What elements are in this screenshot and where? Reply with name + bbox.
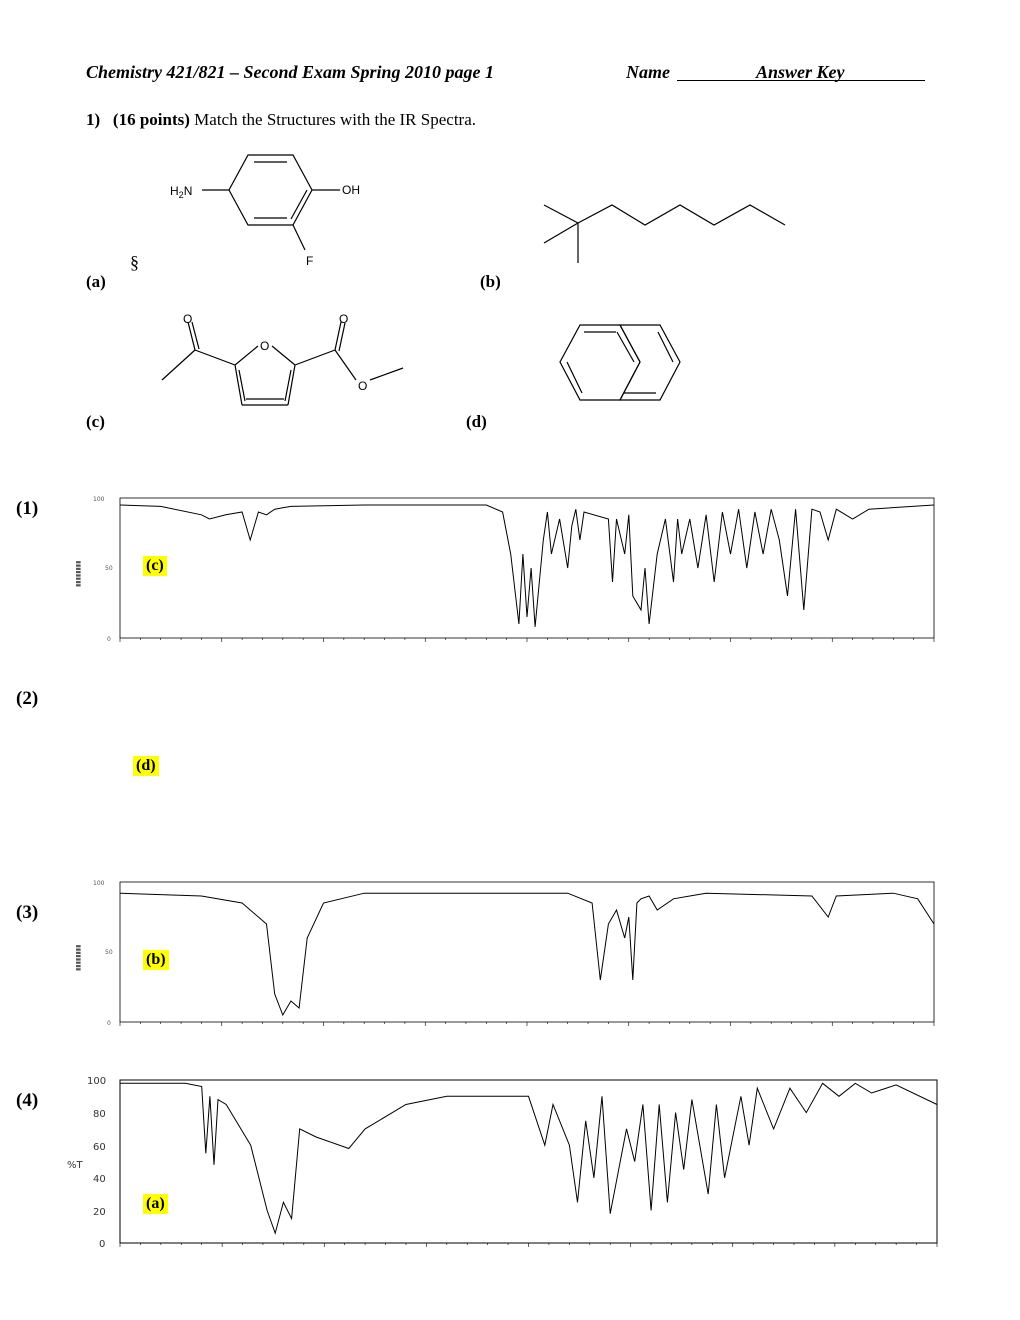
spectrum-4-ytick-20: 20 — [93, 1207, 106, 1218]
spectrum-1-answer: (c) — [143, 556, 167, 576]
spectrum-1-ytick-100: 100 — [93, 496, 105, 503]
structure-c-label: (c) — [86, 412, 105, 431]
structure-a — [150, 145, 390, 275]
spectrum-3-trace — [120, 893, 934, 1015]
spectrum-4-answer: (a) — [143, 1194, 168, 1214]
spectrum-2-answer: (d) — [133, 756, 159, 776]
question-text: Match the Structures with the IR Spectra. — [194, 110, 477, 129]
question-prompt — [86, 110, 476, 130]
spectrum-4-chart — [67, 1070, 945, 1255]
spectrum-1-trace — [120, 505, 934, 627]
section-marker: § — [130, 252, 139, 272]
spectrum-1-ytick-50: 50 — [105, 565, 113, 572]
atom-oh: OH — [342, 183, 360, 197]
atom-h2n: $H_2N$ — [170, 184, 193, 200]
spectrum-4-ytick-40: 40 — [93, 1174, 106, 1185]
structure-d — [550, 320, 710, 412]
spectrum-1-number: (1) — [16, 498, 39, 519]
name-label: Name — [626, 62, 670, 82]
structure-a-label: (a) — [86, 272, 106, 291]
question-points: (16 points) — [112, 110, 190, 129]
spectrum-4-ytick-80: 80 — [93, 1109, 106, 1120]
atom-o-furan: O — [260, 339, 270, 353]
structure-b — [530, 195, 800, 270]
atom-o-ketone: O — [183, 312, 193, 326]
spectrum-4-ytick-0: 0 — [99, 1239, 106, 1250]
spectrum-4-ytick-60: 60 — [93, 1142, 106, 1153]
spectrum-3-chart — [75, 876, 945, 1031]
structure-b-label: (b) — [480, 272, 501, 291]
spectrum-4-trace — [120, 1083, 937, 1233]
spectrum-3-ytick-50: 50 — [105, 949, 113, 956]
question-number: 1) — [86, 110, 101, 129]
spectrum-3-number: (3) — [16, 902, 39, 923]
atom-f: F — [306, 254, 314, 268]
spectrum-3-ytick-0: 0 — [107, 1020, 111, 1027]
spectrum-3-ytick-100: 100 — [93, 880, 105, 887]
spectrum-4-frame — [120, 1080, 937, 1243]
structure-c — [150, 310, 420, 415]
atom-o-ester: O — [339, 312, 349, 326]
exam-title: Chemistry 421/821 – Second Exam Spring 2010 page 1 — [86, 62, 495, 82]
spectrum-4-ylabel: %T — [67, 1160, 83, 1171]
spectrum-1-chart — [75, 492, 945, 647]
spectrum-3-ylabel-marker: ▮▮▮▮▮▮▮▮ — [75, 944, 82, 971]
spectrum-4-number: (4) — [16, 1090, 39, 1111]
structure-d-label: (d) — [466, 412, 487, 431]
spectrum-4-ytick-100: 100 — [87, 1076, 107, 1087]
spectrum-1-ytick-0: 0 — [107, 636, 111, 643]
atom-o-methoxy: O — [358, 379, 368, 393]
name-value: Answer Key — [756, 62, 845, 82]
spectrum-2-number: (2) — [16, 688, 39, 709]
spectrum-1-ylabel-marker: ▮▮▮▮▮▮▮▮ — [75, 560, 82, 587]
spectrum-3-answer: (b) — [143, 950, 169, 970]
